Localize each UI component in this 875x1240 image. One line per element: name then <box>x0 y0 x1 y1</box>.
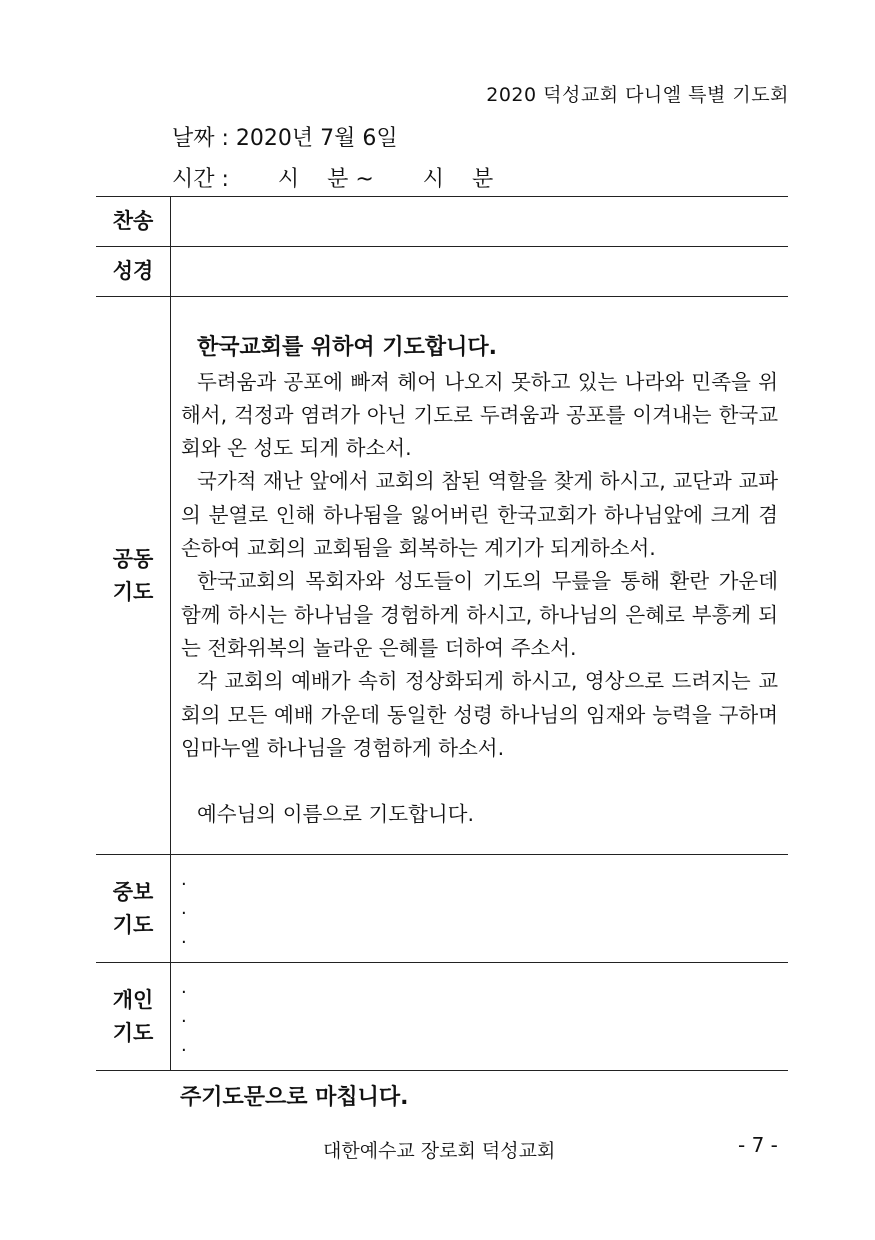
common-prayer-row <box>96 297 788 855</box>
hymn-row <box>96 197 788 247</box>
page-number: - 7 - <box>738 1133 778 1157</box>
date-line: 날짜 : 2020년 7월 6일 <box>172 126 398 151</box>
prayer-paragraph: 국가적 재난 앞에서 교회의 참된 역할을 찾게 하시고, 교단과 교파의 분열로 인해 하나됨을 잃어버린 한국교회가 하나님앞에 크게 겸손하여 교회의 교회됨을 회복하는 계기가 되게하소서. <box>181 469 778 561</box>
personal-label-line-1: 개인 <box>112 987 154 1012</box>
intercession-label-line-2: 기도 <box>112 912 154 937</box>
intercession-label-line-1: 중보 <box>112 879 154 904</box>
common-prayer-content <box>171 297 789 855</box>
hymn-label: 찬송 <box>96 197 171 247</box>
prayer-paragraph: 한국교회의 목회자와 성도들이 기도의 무릎을 통해 환란 가운데 함께 하시는 하나님을 경험하게 하시고, 하나님의 은혜로 부흥케 되는 전화위복의 놀라운 은혜를 더하여 주소서. <box>181 569 778 660</box>
prayer-text <box>181 320 778 832</box>
dot-item: . <box>181 1035 187 1056</box>
dot-item: . <box>181 977 187 998</box>
personal-prayer-row <box>96 963 788 1071</box>
dot-item: . <box>181 1006 187 1027</box>
common-prayer-label-line-2: 기도 <box>112 579 154 604</box>
common-prayer-label <box>96 297 171 855</box>
prayer-closing: 예수님의 이름으로 기도합니다. <box>197 802 474 827</box>
personal-prayer-label <box>96 963 171 1071</box>
dot-item: . <box>181 898 187 919</box>
prayer-table <box>96 196 788 1071</box>
closing-instruction: 주기도문으로 마칩니다. <box>180 1085 409 1110</box>
dot-item: . <box>181 869 187 890</box>
scripture-row <box>96 247 788 297</box>
footer-church-name: 대한예수교 장로회 덕성교회 <box>323 1140 556 1162</box>
intercession-row <box>96 855 788 963</box>
hymn-field[interactable] <box>171 197 789 247</box>
intercession-label <box>96 855 171 963</box>
personal-prayer-field[interactable] <box>171 963 789 1071</box>
prayer-heading: 한국교회를 위하여 기도합니다. <box>197 334 497 360</box>
time-line: 시간 : 시 분 ~ 시 분 <box>172 167 494 192</box>
scripture-label: 성경 <box>96 247 171 297</box>
document-title: 2020 덕성교회 다니엘 특별 기도회 <box>486 84 789 106</box>
prayer-paragraph: 두려움과 공포에 빠져 헤어 나오지 못하고 있는 나라와 민족을 위해서, 걱정과 염려가 아닌 기도로 두려움과 공포를 이겨내는 한국교회와 온 성도 되게 하소서. <box>181 369 778 461</box>
prayer-paragraph: 각 교회의 예배가 속히 정상화되게 하시고, 영상으로 드려지는 교회의 모든 예배 가운데 동일한 성령 하나님의 임재와 능력을 구하며 임마누엘 하나님을 경험하게 하소서. <box>181 669 778 760</box>
intercession-field[interactable] <box>171 855 789 963</box>
scripture-field[interactable] <box>171 247 789 297</box>
common-prayer-label-line-1: 공동 <box>112 546 154 571</box>
personal-label-line-2: 기도 <box>112 1020 154 1045</box>
dot-item: . <box>181 927 187 948</box>
